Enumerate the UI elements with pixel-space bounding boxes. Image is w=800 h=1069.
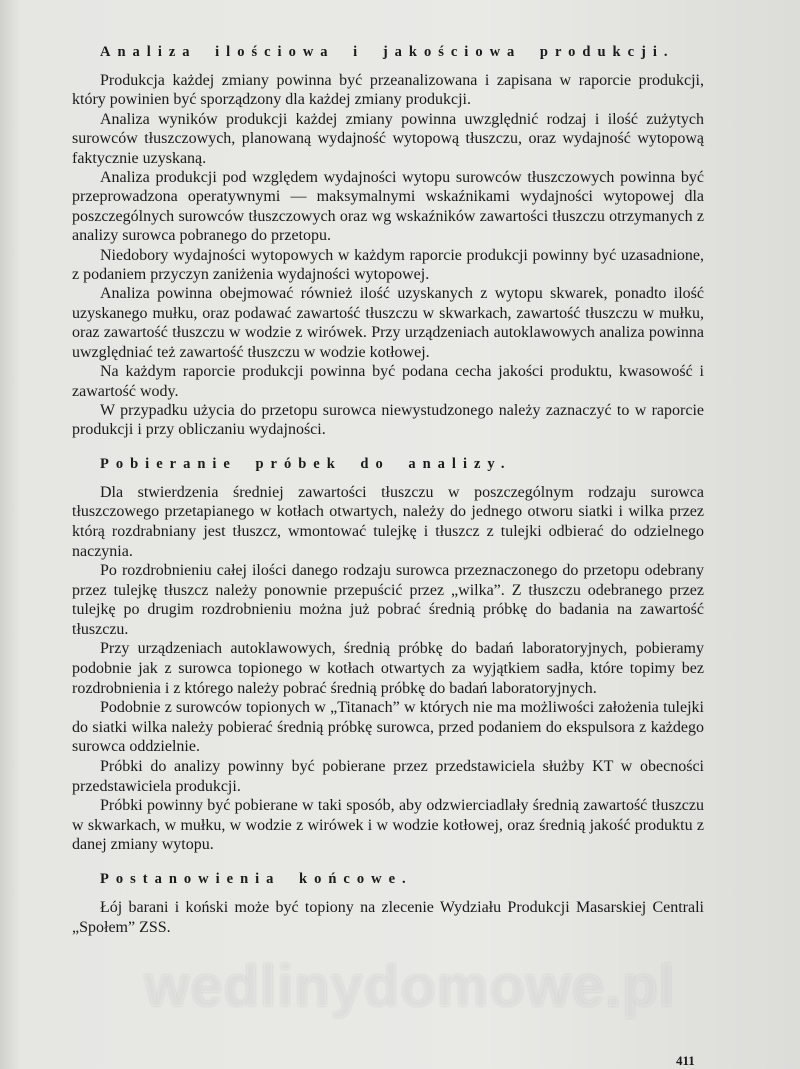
section-pobieranie bbox=[72, 456, 704, 855]
section-analiza bbox=[72, 44, 704, 440]
page-number: 411 bbox=[676, 1053, 695, 1068]
paragraph: Produkcja każdej zmiany powinna być przeanalizowana i zapisana w raporcie produkcji, który powinien być sporządzony dla każdej zmiany produkcji. bbox=[72, 72, 704, 109]
section-heading: Pobieranie próbek do analizy. bbox=[100, 455, 512, 472]
paragraph: Na każdym raporcie produkcji powinna być podana cecha jakości produktu, kwasowość i zawartość wody. bbox=[72, 363, 704, 400]
section-heading: Postanowienia końcowe. bbox=[100, 871, 413, 887]
paragraph: W przypadku użycia do przetopu surowca niewystudzonego należy zaznaczyć to w raporcie produkcji i przy obliczaniu wydajności. bbox=[72, 401, 704, 439]
paragraph: Przy urządzeniach autoklawowych, średnią próbkę do badań laboratoryjnych, pobieramy podobnie jak z surowca topionego w kotłach otwartych za wyjątkiem sadła, które topimy bez rozdrobnienia i z którego należy pobrać średnią próbkę do badań laboratoryjnych. bbox=[72, 640, 704, 697]
page-content bbox=[72, 44, 704, 953]
section-heading: Analiza ilościowa i jakościowa produkcji. bbox=[100, 44, 675, 60]
paragraph: Próbki do analizy powinny być pobierane przez przedstawiciela służby KT w obecności przedstawiciela produkcji. bbox=[72, 758, 704, 795]
paragraph: Łój barani i koński może być topiony na zlecenie Wydziału Produkcji Masarskiej Centrali „Społem” ZSS. bbox=[72, 899, 704, 936]
paragraph: Próbki powinny być pobierane w taki sposób, aby odzwierciadlały średnią zawartość tłuszczu w skwarkach, w mułku, w wodzie z wirówek i w wodzie kotłowej, oraz średnią jakość produktu z danej zmiany wytopu. bbox=[72, 797, 704, 854]
paragraph: Niedobory wydajności wytopowych w każdym raporcie produkcji powinny być uzasadnione, z podaniem przyczyn zaniżenia wydajności wytopowej. bbox=[72, 246, 704, 284]
paragraph: Podobnie z surowców topionych w „Titanach” w których nie ma możliwości założenia tulejki do siatki wilka należy pobierać średnią próbkę surowca, przed podaniem do ekspulsora z każdego surowca oddzielnie. bbox=[72, 699, 704, 756]
paragraph: Analiza produkcji pod względem wydajności wytopu surowców tłuszczowych powinna być przeprowadzona operatywnymi — maksymalnymi wskaźnikami wydajności wytopowej dla poszczególnych surowców tłuszczowych oraz wg wskaźników zawartości tłuszczu otrzymanych z analizy surowca pobranego do przetopu. bbox=[72, 169, 704, 245]
paragraph: Po rozdrobnieniu całej ilości danego rodzaju surowca przeznaczonego do przetopu odebrany przez tulejkę tłuszcz należy ponownie przepuścić przez „wilka”. Z tłuszczu odebranego przez tulejkę po drugim rozdrobnieniu można już pobrać średnią próbkę do badania na zawartość tłuszczu. bbox=[72, 562, 704, 638]
paragraph: Analiza wyników produkcji każdej zmiany powinna uwzględnić rodzaj i ilość zużytych surowców tłuszczowych, planowaną wydajność wytopową tłuszczu, oraz wydajność wytopową faktycznie uzyskaną. bbox=[72, 110, 704, 167]
paragraph: Analiza powinna obejmować również ilość uzyskanych z wytopu skwarek, ponadto ilość uzyskanego mułku, oraz podawać zawartość tłuszczu w skwarkach, zawartość tłuszczu w mułku, oraz zawartość tłuszczu w wodzie z wirówek. Przy urządzeniach autoklawowych analiza powinna uwzględniać też zawartość tłuszczu w wodzie kotłowej. bbox=[72, 285, 704, 361]
watermark: wedlinydomowe.pl bbox=[144, 954, 676, 1019]
section-postanowienia bbox=[72, 871, 704, 937]
paragraph: Dla stwierdzenia średniej zawartości tłuszczu w poszczególnym rodzaju surowca tłuszczowego przetapianego w kotłach otwartych, należy do jednego otworu siatki i wilka przez którą rozdrabniany jest tłuszcz, wmontować tulejkę i tłuszcz z tulejki odbierać do odzielnego naczynia. bbox=[72, 483, 704, 560]
